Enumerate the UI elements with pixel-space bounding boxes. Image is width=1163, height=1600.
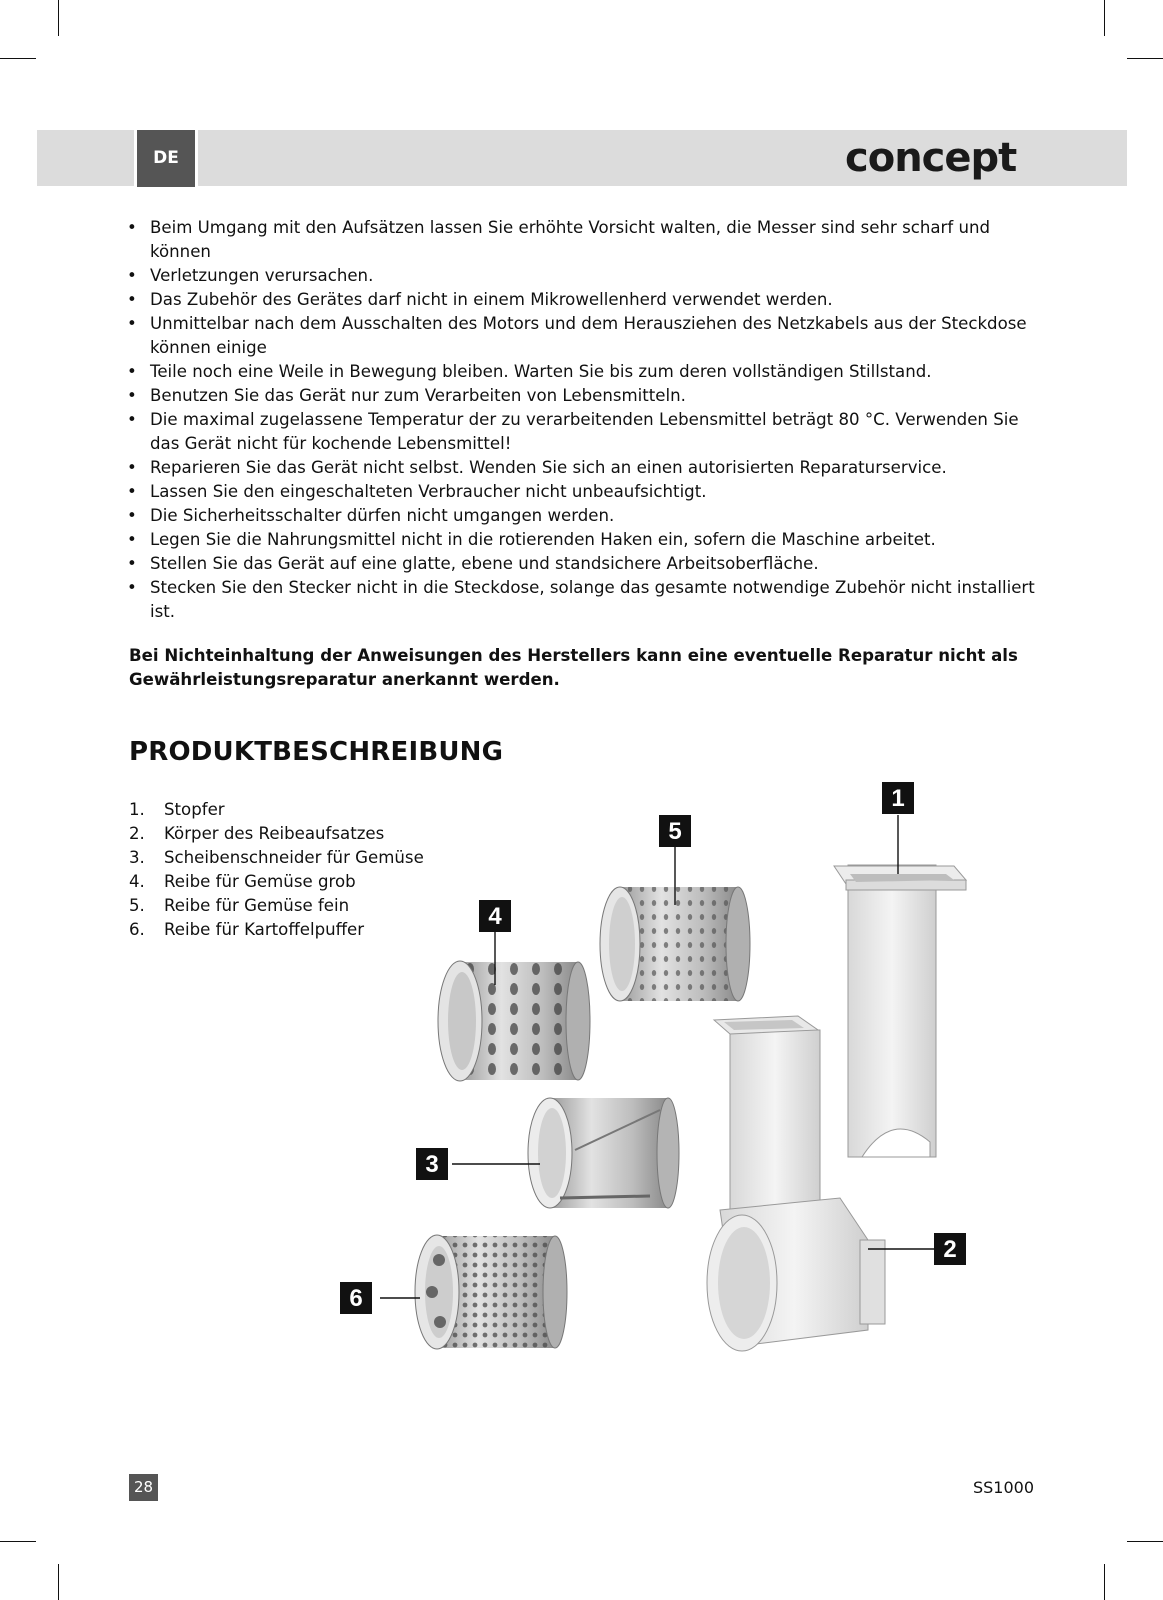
safety-instructions-list xyxy=(126,216,1046,624)
potato-grater-drum xyxy=(415,1235,567,1349)
item-number: 1. xyxy=(129,800,145,819)
language-tab: DE xyxy=(134,130,198,187)
item-number: 3. xyxy=(129,848,145,867)
coarse-grater-drum xyxy=(438,961,590,1081)
crop-mark xyxy=(0,58,36,59)
callout-badge-4 xyxy=(479,900,511,932)
callout-badge-3 xyxy=(416,1148,448,1180)
slicer-drum xyxy=(528,1098,679,1208)
item-label: Reibe für Gemüse fein xyxy=(164,896,350,915)
callout-number: 5 xyxy=(668,818,682,845)
page-number: 28 xyxy=(129,1474,158,1501)
crop-mark xyxy=(1104,0,1105,36)
list-item: • Das Zubehör des Gerätes darf nicht in einem Mikrowellenherd verwendet werden. xyxy=(126,288,1046,312)
list-item: • Legen Sie die Nahrungsmittel nicht in die rotierenden Haken ein, sofern die Maschine arbeitet. xyxy=(126,528,1046,552)
item-number: 4. xyxy=(129,872,145,891)
item-number: 2. xyxy=(129,824,145,843)
crop-mark xyxy=(0,1541,36,1542)
item-label: Körper des Reibeaufsatzes xyxy=(164,824,385,843)
item-label: Reibe für Gemüse grob xyxy=(164,872,356,891)
list-item: • Die Sicherheitsschalter dürfen nicht umgangen werden. xyxy=(126,504,1046,528)
warranty-warning: Bei Nichteinhaltung der Anweisungen des Herstellers kann eine eventuelle Reparatur nicht als Gewährleistungsreparatur anerkannt werden. xyxy=(129,646,1018,689)
crop-mark xyxy=(1127,58,1163,59)
list-item: • Reparieren Sie das Gerät nicht selbst. Wenden Sie sich an einen autorisierten Reparaturservice. xyxy=(126,456,1046,480)
list-item: • Beim Umgang mit den Aufsätzen lassen Sie erhöhte Vorsicht walten, die Messer sind sehr scharf und können xyxy=(126,216,1046,264)
callout-number: 1 xyxy=(891,785,905,812)
item-label: Reibe für Kartoffelpuffer xyxy=(164,920,365,939)
callout-badge-5 xyxy=(659,815,691,847)
pusher-part xyxy=(834,865,966,1157)
callout-badge-1 xyxy=(882,782,914,814)
section-title: PRODUKTBESCHREIBUNG xyxy=(129,737,504,767)
list-item: • Stellen Sie das Gerät auf eine glatte, ebene und standsichere Arbeitsoberfläche. xyxy=(126,552,1046,576)
callout-number: 3 xyxy=(425,1151,439,1178)
item-number: 5. xyxy=(129,896,145,915)
list-item: • Die maximal zugelassene Temperatur der zu verarbeitenden Lebensmittel beträgt 80 °C. Verwenden Sie das Gerät nicht für kochende Lebensmittel! xyxy=(126,408,1046,456)
list-item: • Benutzen Sie das Gerät nur zum Verarbeiten von Lebensmitteln. xyxy=(126,384,1046,408)
list-item: • Stecken Sie den Stecker nicht in die Steckdose, solange das gesamte notwendige Zubehör nicht installiert ist. xyxy=(126,576,1046,624)
callout-number: 6 xyxy=(349,1285,363,1312)
item-label: Stopfer xyxy=(164,800,225,819)
crop-mark xyxy=(1104,1564,1105,1600)
callout-badge-6 xyxy=(340,1282,372,1314)
list-item: • Teile noch eine Weile in Bewegung bleiben. Warten Sie bis zum deren vollständigen Stillstand. xyxy=(126,360,1046,384)
crop-mark xyxy=(58,0,59,36)
callout-number: 4 xyxy=(488,903,502,930)
brand-logo: concept xyxy=(845,135,1017,181)
list-item: • Lassen Sie den eingeschalteten Verbraucher nicht unbeaufsichtigt. xyxy=(126,480,1046,504)
list-item: • Verletzungen verursachen. xyxy=(126,264,1046,288)
callout-number: 2 xyxy=(943,1236,957,1263)
model-number: SS1000 xyxy=(972,1478,1034,1497)
crop-mark xyxy=(1127,1541,1163,1542)
product-illustration xyxy=(330,770,990,1360)
list-item: • Unmittelbar nach dem Ausschalten des Motors und dem Herausziehen des Netzkabels aus der Steckdose können einige xyxy=(126,312,1046,360)
item-number: 6. xyxy=(129,920,145,939)
item-label: Scheibenschneider für Gemüse xyxy=(164,848,424,867)
crop-mark xyxy=(58,1564,59,1600)
callout-badge-2 xyxy=(934,1233,966,1265)
